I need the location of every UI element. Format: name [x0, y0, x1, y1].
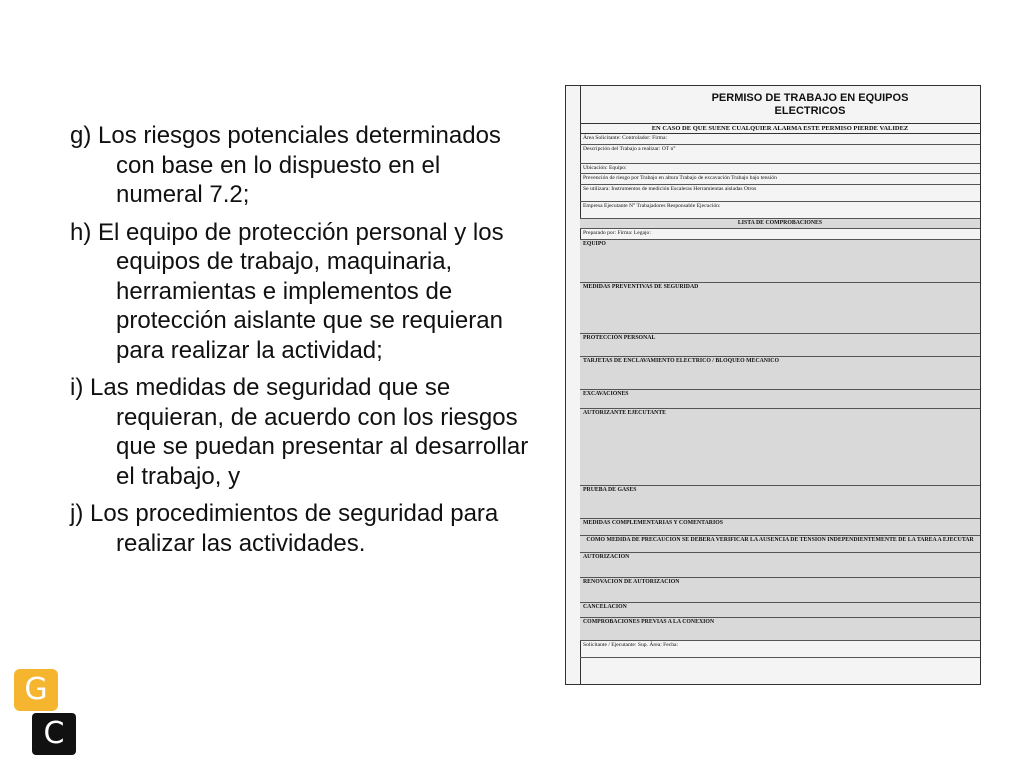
list-item-j: j) Los procedimientos de seguridad para realizar las actividades. [70, 500, 499, 557]
form-section-header: COMO MEDIDA DE PRECAUCION SE DEBERA VERIFICAR LA AUSENCIA DE TENSION INDEPENDIENTEMENTE DE LA TAREA A EJECUTAR [580, 536, 980, 553]
form-row: Prevención de riesgo por Trabajo en altura Trabajo de excavación Trabajo bajo tensión [580, 174, 980, 185]
form-body [580, 86, 980, 684]
form-section-header: MEDIDAS PREVENTIVAS DE SEGURIDAD [580, 283, 980, 334]
logo-g-icon: G [14, 669, 58, 711]
form-row: Descripción del Trabajo a realizar: OT n° [580, 145, 980, 164]
form-section-header: EXCAVACIONES [580, 390, 980, 409]
form-title-line2: ELECTRICOS [774, 105, 846, 117]
form-section-header: AUTORIZACION [580, 553, 980, 578]
form-section-header: CANCELACION [580, 603, 980, 618]
form-section-header: TARJETAS DE ENCLAVAMIENTO ELECTRICO / BLOQUEO MECANICO [580, 357, 980, 390]
list-item-g: g) Los riesgos potenciales determinados con base en lo dispuesto en el numeral 7.2; [70, 122, 501, 208]
logo-c-icon: C [32, 713, 76, 755]
form-row: Solicitante / Ejecutante: Sup. Área: Fecha: [580, 641, 980, 658]
form-section-header: RENOVACION DE AUTORIZACION [580, 578, 980, 603]
form-row: Ubicación: Equipo: [580, 164, 980, 175]
form-row: Área Solicitante: Controlador: Firma: [580, 134, 980, 145]
form-title-line1: PERMISO DE TRABAJO EN EQUIPOS [711, 92, 909, 104]
work-permit-form-image [565, 85, 981, 685]
list-item-i: i) Las medidas de seguridad que se requieran, de acuerdo con los riesgos que se puedan presentar al desarrollar el trabajo, y [70, 374, 529, 490]
form-row: Se utilizara: Instrumentos de medición Escaleras Herramientas aisladas Otros [580, 185, 980, 202]
form-section-header: AUTORIZANTE EJECUTANTE [580, 409, 980, 486]
form-section-header: COMPROBACIONES PREVIAS A LA CONEXION [580, 618, 980, 641]
form-row: Empresa Ejecutante N° Trabajadores Responsable Ejecución: [580, 202, 980, 219]
form-section-header: PROTECCIÓN PERSONAL [580, 334, 980, 357]
form-row: Preparado por: Firma: Legajo: [580, 229, 980, 240]
criteria-list [70, 121, 530, 566]
form-section-header: MEDIDAS COMPLEMENTARIAS Y COMENTARIOS [580, 519, 980, 536]
form-section-header: PRUEBA DE GASES [580, 486, 980, 519]
form-warning: EN CASO DE QUE SUENE CUALQUIER ALARMA ESTE PERMISO PIERDE VALIDEZ [580, 124, 980, 134]
list-item-h: h) El equipo de protección personal y los equipos de trabajo, maquinaria, herramientas e implementos de protección aislante que se requieran para realizar la actividad; [70, 218, 504, 364]
form-section-header: LISTA DE COMPROBACIONES [580, 219, 980, 230]
form-title [580, 86, 980, 124]
form-section-header: EQUIPO [580, 240, 980, 283]
form-side-column [566, 86, 581, 684]
